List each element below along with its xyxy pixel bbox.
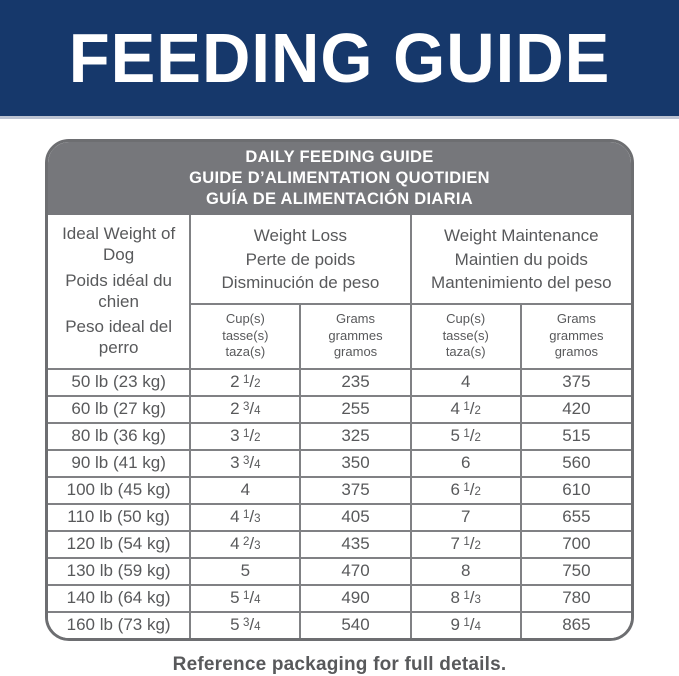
weight-cell: 90 lb (41 kg) — [48, 450, 190, 477]
maint-grams-cell: 610 — [521, 477, 631, 504]
maint-cups-cell: 6 — [411, 450, 521, 477]
table-row — [48, 585, 631, 612]
loss-cups-cell: 5 $^3$/4 — [190, 612, 300, 638]
loss-grams-cell: 540 — [300, 612, 410, 638]
maint-cups-cell: 4 $^1$/2 — [411, 396, 521, 423]
maint-grams-cell: 515 — [521, 423, 631, 450]
maint-cups-cell: 4 — [411, 369, 521, 396]
maint-grams-cell: 560 — [521, 450, 631, 477]
ideal-weight-header: Ideal Weight of Dog Poids idéal du chien Peso ideal del perro — [48, 215, 190, 368]
feeding-table — [48, 215, 631, 637]
maint-cups-cell: 7 — [411, 504, 521, 531]
table-row — [48, 396, 631, 423]
weight-cell: 110 lb (50 kg) — [48, 504, 190, 531]
loss-grams-cell: 405 — [300, 504, 410, 531]
maint-cups-subheader: Cup(s) tasse(s) taza(s) — [411, 304, 521, 369]
feeding-guide-banner — [0, 0, 679, 119]
maint-cups-cell: 5 $^1$/2 — [411, 423, 521, 450]
loss-cups-cell: 2 $^1$/2 — [190, 369, 300, 396]
loss-cups-cell: 2 $^3$/4 — [190, 396, 300, 423]
table-row — [48, 504, 631, 531]
loss-cups-subheader: Cup(s) tasse(s) taza(s) — [190, 304, 300, 369]
loss-cups-cell: 4 — [190, 477, 300, 504]
loss-cups-cell: 5 $^1$/4 — [190, 585, 300, 612]
weight-cell: 50 lb (23 kg) — [48, 369, 190, 396]
loss-cups-cell: 5 — [190, 558, 300, 585]
weight-loss-header: Weight Loss Perte de poids Disminución de peso — [190, 215, 410, 304]
reference-note: Reference packaging for full details. — [172, 653, 507, 675]
daily-feeding-guide-card — [45, 139, 634, 641]
maint-cups-cell: 9 $^1$/4 — [411, 612, 521, 638]
table-row — [48, 531, 631, 558]
loss-grams-cell: 255 — [300, 396, 410, 423]
maint-cups-cell: 8 $^1$/3 — [411, 585, 521, 612]
loss-cups-cell: 4 $^1$/3 — [190, 504, 300, 531]
maint-grams-cell: 700 — [521, 531, 631, 558]
maint-grams-cell: 750 — [521, 558, 631, 585]
maint-cups-cell: 6 $^1$/2 — [411, 477, 521, 504]
weight-cell: 80 lb (36 kg) — [48, 423, 190, 450]
loss-grams-cell: 470 — [300, 558, 410, 585]
feeding-table-body — [48, 369, 631, 638]
maint-grams-cell: 420 — [521, 396, 631, 423]
loss-grams-cell: 235 — [300, 369, 410, 396]
maint-grams-cell: 865 — [521, 612, 631, 638]
maint-grams-cell: 780 — [521, 585, 631, 612]
weight-maintenance-header: Weight Maintenance Maintien du poids Mantenimiento del peso — [411, 215, 631, 304]
maint-grams-cell: 375 — [521, 369, 631, 396]
table-row — [48, 450, 631, 477]
table-row — [48, 423, 631, 450]
table-row — [48, 612, 631, 638]
weight-cell: 100 lb (45 kg) — [48, 477, 190, 504]
table-row — [48, 558, 631, 585]
loss-cups-cell: 3 $^3$/4 — [190, 450, 300, 477]
loss-grams-cell: 350 — [300, 450, 410, 477]
maint-grams-subheader: Grams grammes gramos — [521, 304, 631, 369]
feeding-table-head — [48, 215, 631, 368]
maint-cups-cell: 8 — [411, 558, 521, 585]
maint-grams-cell: 655 — [521, 504, 631, 531]
guide-title: DAILY FEEDING GUIDE GUIDE D’ALIMENTATION QUOTIDIEN GUÍA DE ALIMENTACIÓN DIARIA — [48, 142, 631, 215]
weight-cell: 60 lb (27 kg) — [48, 396, 190, 423]
loss-grams-subheader: Grams grammes gramos — [300, 304, 410, 369]
loss-cups-cell: 3 $^1$/2 — [190, 423, 300, 450]
table-row — [48, 477, 631, 504]
weight-cell: 160 lb (73 kg) — [48, 612, 190, 638]
loss-cups-cell: 4 $^2$/3 — [190, 531, 300, 558]
loss-grams-cell: 375 — [300, 477, 410, 504]
table-row — [48, 369, 631, 396]
weight-cell: 120 lb (54 kg) — [48, 531, 190, 558]
loss-grams-cell: 435 — [300, 531, 410, 558]
weight-cell: 130 lb (59 kg) — [48, 558, 190, 585]
maint-cups-cell: 7 $^1$/2 — [411, 531, 521, 558]
loss-grams-cell: 325 — [300, 423, 410, 450]
weight-cell: 140 lb (64 kg) — [48, 585, 190, 612]
banner-title: FEEDING GUIDE — [68, 19, 611, 98]
loss-grams-cell: 490 — [300, 585, 410, 612]
